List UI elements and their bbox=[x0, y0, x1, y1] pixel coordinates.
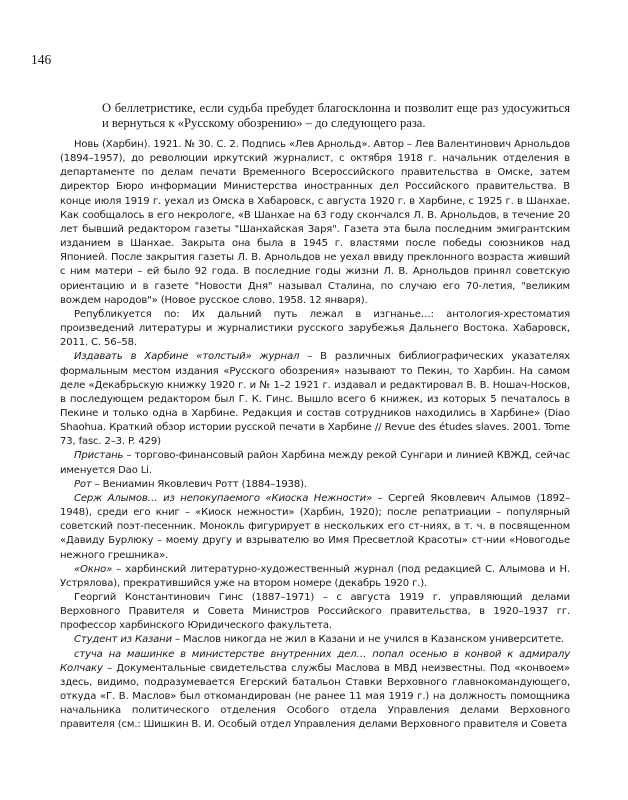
page-number: 146 bbox=[31, 52, 52, 67]
note-paragraph: Серж Алымов… из непокупаемого «Киоска Нежности» – Сергей Яковлевич Алымов (1892–1948), среди его книг – «Киоск нежности» (Харбин, 1920); после репатриации – популярный советский поэт-песенник. Монокль фигурирует в нескольких его ст-ниях, в т. ч. в посвященном «Давиду Бурлюку – моему другу и взрывателю во Имя Пресветлой Красоты» ст-нии «Новогодье нежного грешника». bbox=[60, 492, 570, 561]
note-paragraph: Рот – Вениамин Яковлевич Ротт (1884–1938). bbox=[74, 478, 307, 490]
note-paragraph: стуча на машинке в министерстве внутренних дел… попал осенью в конвой к адмиралу Колчаку – Документальные свидетельства службы Маслова в МВД неизвестны. Под «конвоем» здесь, видимо, подразумевается Егерский батальон Ставки Верховного главнокомандующего, откуда «Г. В. Маслов» был откомандирован (не ранее 11 мая 1919 г.) на должность помощника начальника политического отделения Особого отдела Управления делами Верховного правителя (см.: Шишкин В. И. Особый отдел Управления делами Верховного правителя и Совета bbox=[60, 648, 570, 731]
note-paragraph: «Окно» – харбинский литературно-художественный журнал (под редакцией С. Алымова и Н. Устрялова), прекратившийся уже на втором номере (декабрь 1920 г.). bbox=[60, 563, 570, 589]
note-paragraph: Пристань – торгово-финансовый район Харбина между рекой Сунгари и линией КВЖД, сейчас именуется Dao Li. bbox=[60, 450, 570, 476]
note-paragraph: Републикуется по: Их дальний путь лежал в изгнанье…: антология-хрестоматия произведений литературы и журналистики русского зарубежья Дальнего Востока. Хабаровск, 2011. С. 56–58. bbox=[60, 308, 570, 349]
note-paragraph: Издавать в Харбине «толстый» журнал – В различных библиографических указателях формальным местом издания «Русского обозрения» называют то Пекин, то Харбин. На самом деле «Декабрьскую книжку 1920 г. и № 1–2 1921 г. издавал и редактировал В. В. Ношач-Носков, в последующем редактором был Г. К. Гинс. Вышло всего 6 книжек, из которых 5 печаталось в Пекине и только одна в Харбине. Редакция и состав сотрудников находились в Харбине» (Diao Shaohua. Краткий обзор истории русской печати в Харбине // Revue des études slaves. 2001. Tome 73, fasc. 2–3. P. 429) bbox=[60, 351, 570, 448]
note-paragraph: Студент из Казани – Маслов никогда не жил в Казани и не учился в Казанском университете. bbox=[74, 634, 565, 646]
note-paragraph: Георгий Константинович Гинс (1887–1971) – с августа 1919 г. управляющий делами Верховного Правителя и Совета Министров Российского правительства, в 1920–1937 гг. профессор харбинского Юридического факультета. bbox=[60, 592, 570, 632]
epigraph: О беллетристике, если судьба пребудет благосклонна и позволит еще раз удосужиться и вернуться к «Русскому обозрению» – до следующего раза. bbox=[102, 101, 570, 131]
endnotes bbox=[60, 138, 570, 733]
note-paragraph: Новь (Харбин). 1921. № 30. С. 2. Подпись «Лев Арнольд». Автор – Лев Валентинович Арнольдов (1894–1957), до революции иркутский журналист, с октября 1918 г. начальник отделения в департаменте по делам печати Временного Всероссийского правительства в Омске, затем директор Бюро информации Министерства иностранных дел Российского правительства. В конце июля 1919 г. уехал из Омска в Хабаровск, с августа 1920 г. в Харбине, с 1925 г. в Шанхае. Как сообщалось в его некрологе, «В Шанхае на 63 году скончался Л. В. Арнольдов, в течение 20 лет бывший редактором газеты "Шанхайская Заря". Газета эта была последним эмигрантским изданием в Шанхае. Закрыта она была в 1945 г. властями после победы союзников над Японией. После закрытия газеты Л. В. Арнольдов не уехал ввиду преклонного возраста живший с ним матери – ей было 92 года. В последние годы жизни Л. В. Арнольдов принял советскую ориентацию и в газете "Новости Дня" называл Сталина, по случаю его 70-летия, "великим вождем народов"» (Новое русское слово. 1958. 12 января). bbox=[60, 139, 570, 306]
